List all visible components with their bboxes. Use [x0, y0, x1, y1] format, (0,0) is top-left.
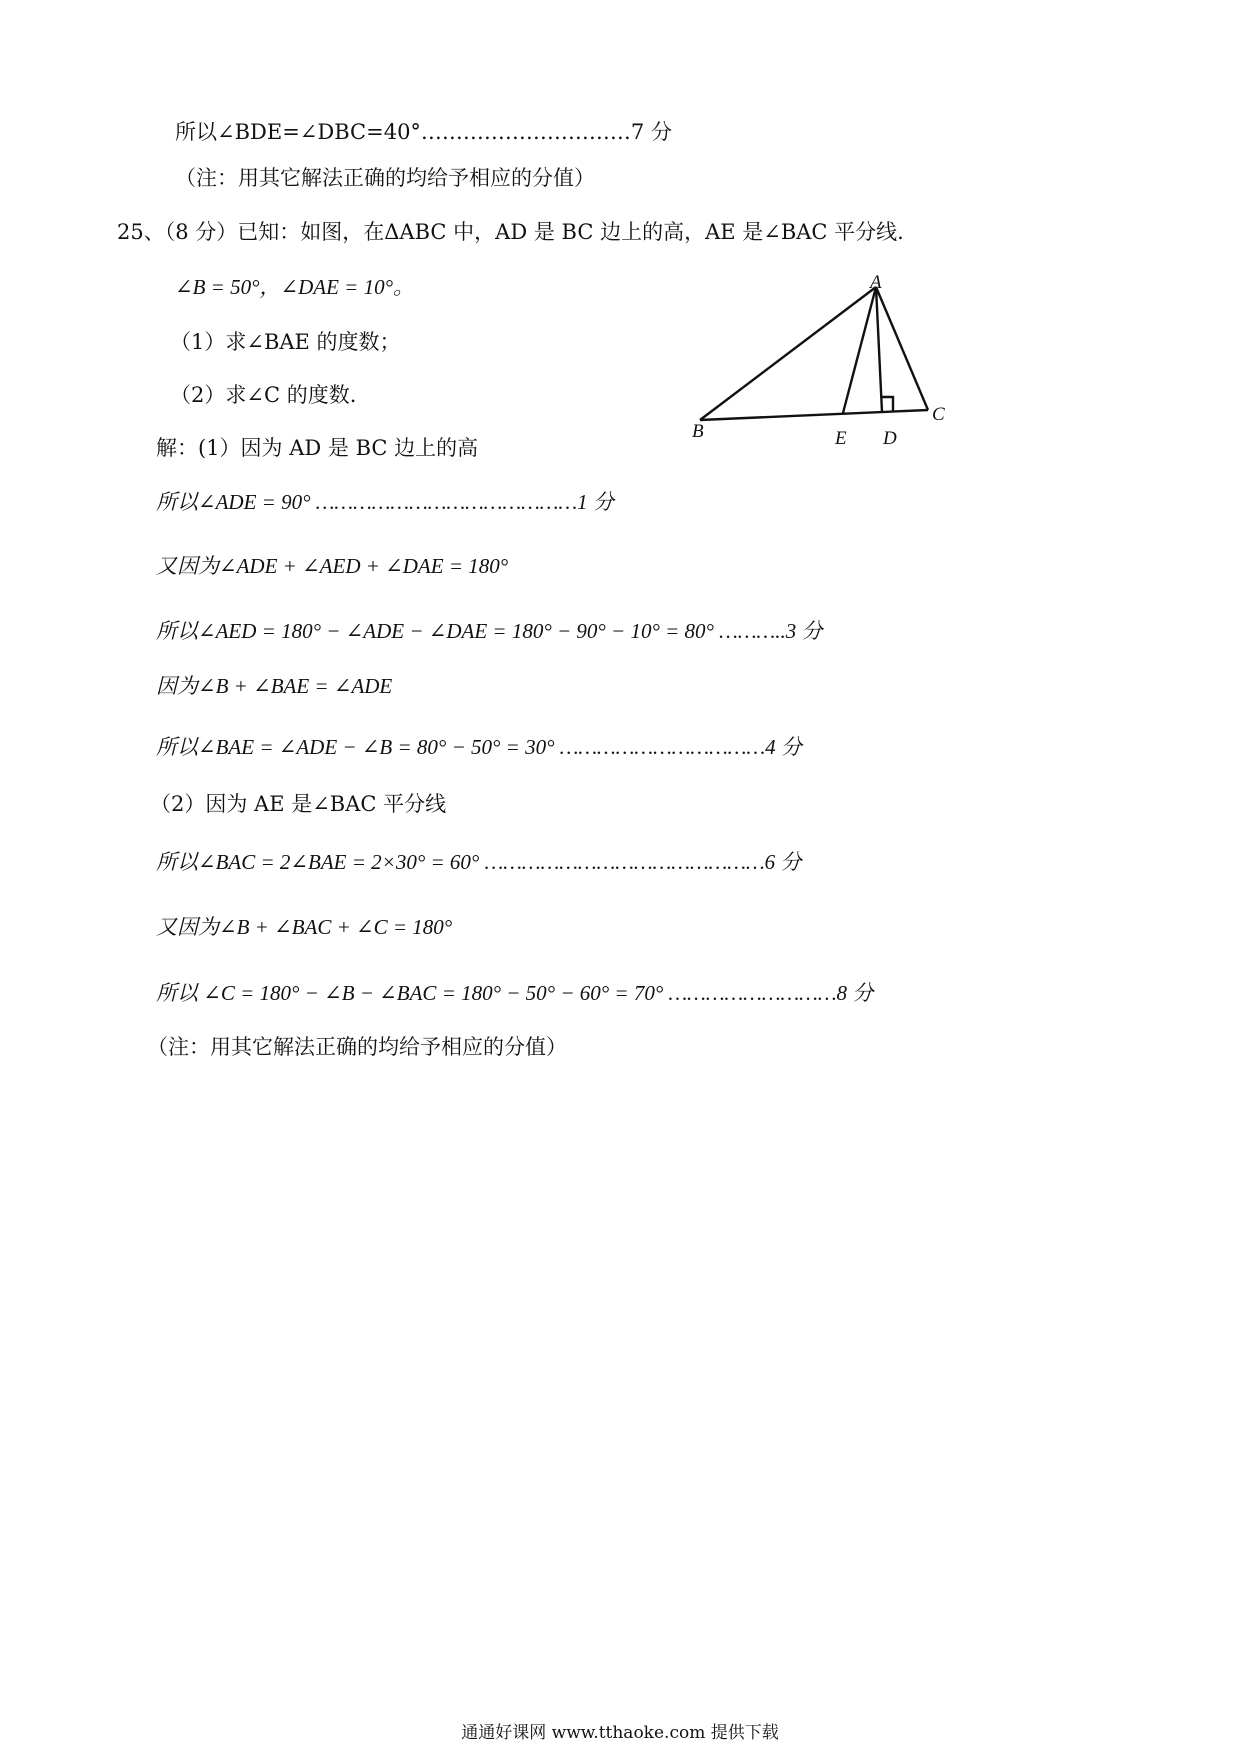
question-1: （1）求∠BAE 的度数；	[170, 330, 401, 354]
label-d: D	[883, 428, 897, 449]
label-e: E	[835, 428, 847, 449]
side-bc	[700, 410, 928, 420]
given-angles: ∠B = 50°，∠DAE = 10°。	[175, 275, 414, 299]
step-c-70: 所以 ∠C = 180° − ∠B − ∠BAC = 180° − 50° − 60° = 70° ………………………8 分	[156, 981, 874, 1005]
triangle-figure	[690, 270, 970, 460]
altitude-ad	[876, 287, 882, 412]
part-2-start: （2）因为 AE 是∠BAC 平分线	[150, 792, 447, 816]
step-exterior-angle: 因为∠B + ∠BAE = ∠ADE	[156, 674, 393, 698]
footer-credit: 通通好课网 www.tthaoke.com 提供下载	[461, 1723, 779, 1743]
label-b: B	[692, 421, 704, 442]
step-bae-30: 所以∠BAE = ∠ADE − ∠B = 80° − 50° = 30° ……………………………4 分	[156, 735, 802, 759]
label-a: A	[870, 272, 882, 293]
scoring-note-2: （注：用其它解法正确的均给予相应的分值）	[147, 1035, 567, 1059]
step-aed-80: 所以∠AED = 180° − ∠ADE − ∠DAE = 180° − 90° − 10° = 80° ………..3 分	[156, 619, 823, 643]
scoring-note-1: （注：用其它解法正确的均给予相应的分值）	[175, 166, 595, 190]
step-angle-sum: 又因为∠ADE + ∠AED + ∠DAE = 180°	[156, 554, 509, 578]
problem-25-statement: 25、（8 分）已知：如图，在ΔABC 中，AD 是 BC 边上的高，AE 是∠BAC 平分线.	[117, 220, 904, 244]
side-ab	[700, 287, 876, 420]
question-2: （2）求∠C 的度数.	[170, 383, 357, 407]
step-triangle-sum: 又因为∠B + ∠BAC + ∠C = 180°	[156, 915, 453, 939]
label-c: C	[932, 404, 945, 425]
step-ade-90: 所以∠ADE = 90° ……………………………………1 分	[156, 490, 614, 514]
triangle-diagram	[690, 270, 970, 460]
solution-start: 解：(1）因为 AD 是 BC 边上的高	[156, 436, 479, 460]
step-bac-60: 所以∠BAC = 2∠BAE = 2×30° = 60° ………………………………………6 分	[156, 850, 802, 874]
segment-ae	[843, 287, 876, 413]
answer-line-bde: 所以∠BDE=∠DBC=40°…………………………7 分	[175, 120, 672, 144]
side-ac	[876, 287, 928, 410]
